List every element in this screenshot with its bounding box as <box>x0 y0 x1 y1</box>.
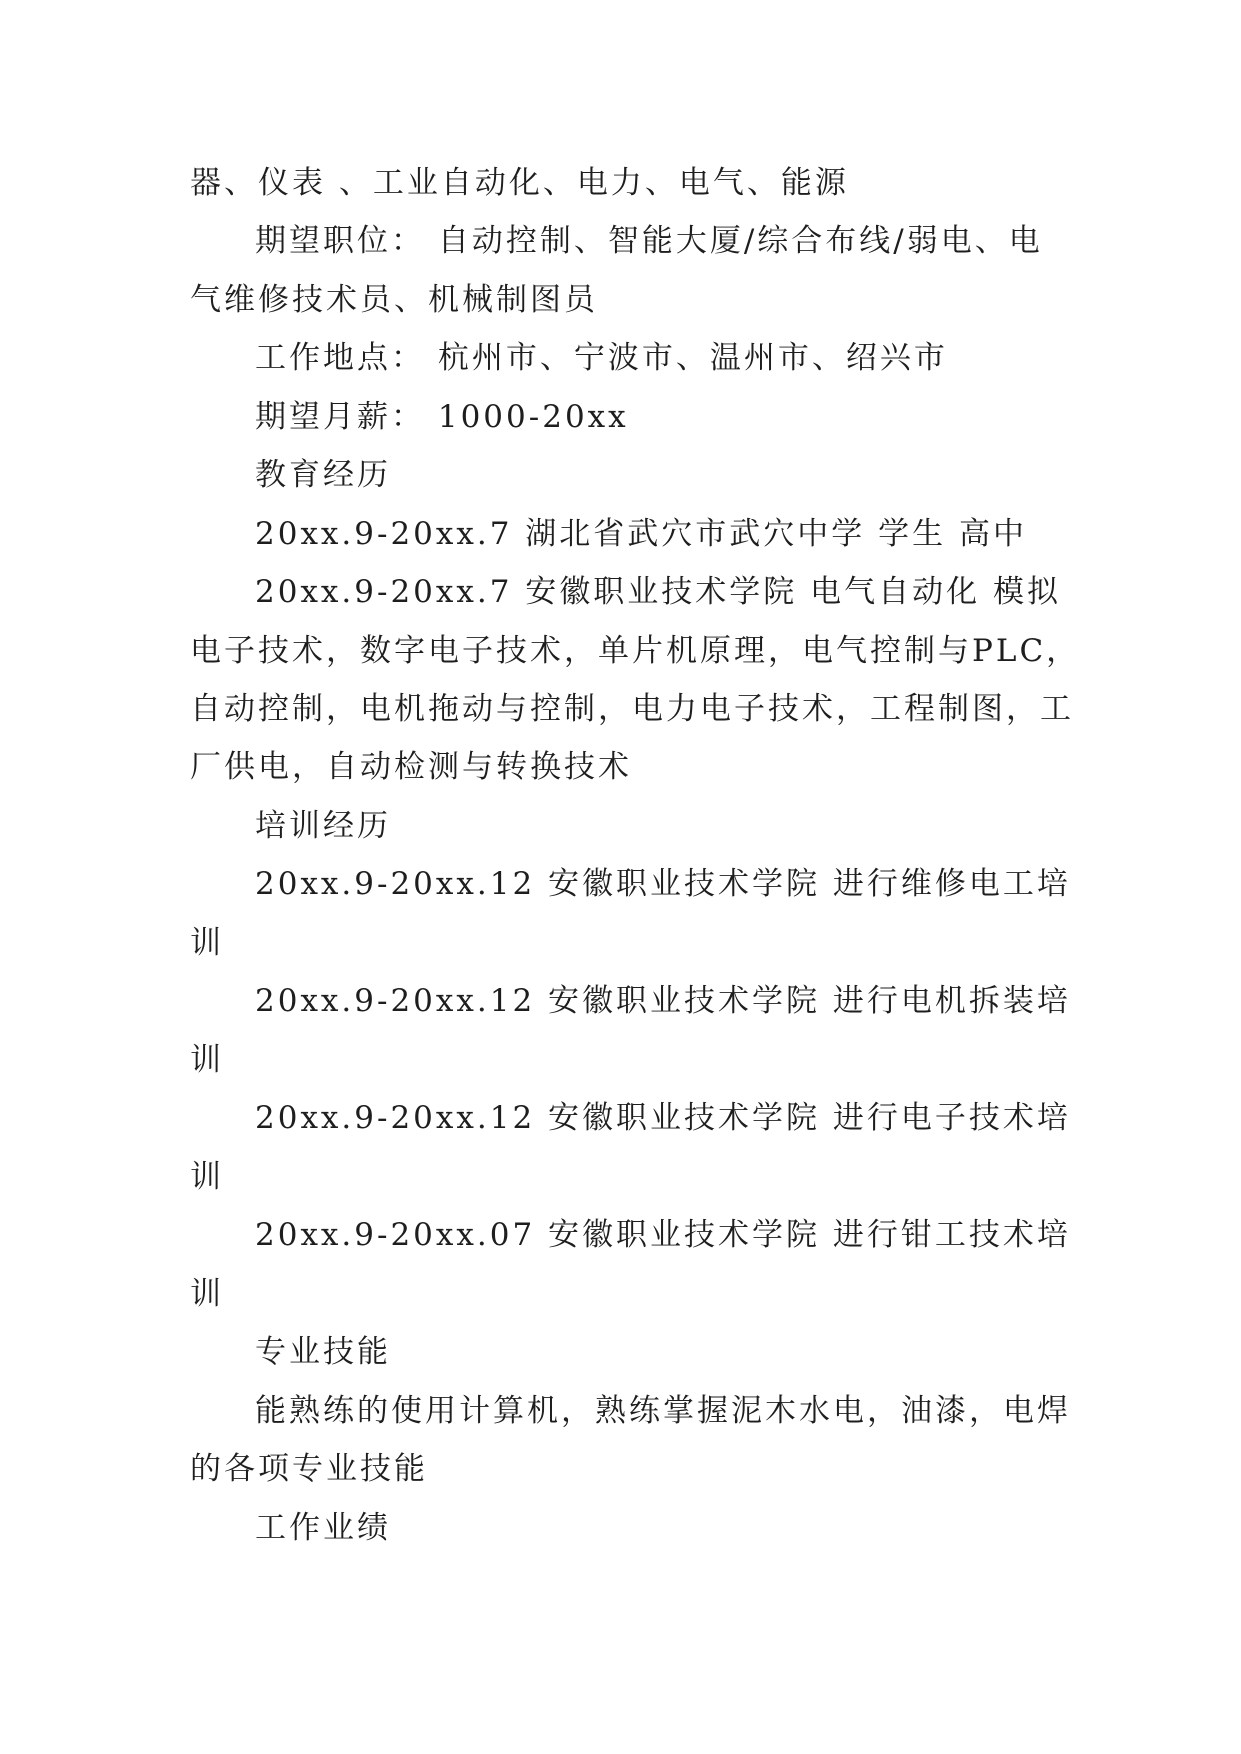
text-line: 能熟练的使用计算机，熟练掌握泥木水电，油漆，电焊 <box>255 1393 1071 1429</box>
section-heading: 工作业绩 <box>255 1510 391 1546</box>
text-line: 训 <box>190 1159 224 1195</box>
text-line: 20xx.9-20xx.07 安徽职业技术学院 进行钳工技术培 <box>255 1217 1071 1253</box>
section-heading: 培训经历 <box>255 808 391 844</box>
text-line: 20xx.9-20xx.12 安徽职业技术学院 进行电子技术培 <box>255 1100 1071 1136</box>
text-line: 气维修技术员、机械制图员 <box>190 282 598 318</box>
text-line: 期望月薪： 1000-20xx <box>255 399 629 435</box>
text-line: 20xx.9-20xx.12 安徽职业技术学院 进行电机拆装培 <box>255 983 1071 1019</box>
section-heading: 教育经历 <box>255 457 391 493</box>
text-line: 20xx.9-20xx.12 安徽职业技术学院 进行维修电工培 <box>255 866 1071 902</box>
text-line: 期望职位： 自动控制、智能大厦/综合布线/弱电、电 <box>255 223 1043 259</box>
text-line: 训 <box>190 1276 224 1312</box>
text-line: 电子技术，数字电子技术，单片机原理，电气控制与PLC， <box>190 633 1081 669</box>
text-line: 20xx.9-20xx.7 安徽职业技术学院 电气自动化 模拟 <box>255 574 1062 610</box>
text-line: 厂供电，自动检测与转换技术 <box>190 749 632 785</box>
text-line: 20xx.9-20xx.7 湖北省武穴市武穴中学 学生 高中 <box>255 516 1028 552</box>
section-heading: 专业技能 <box>255 1334 391 1370</box>
text-line: 训 <box>190 925 224 961</box>
text-line: 工作地点： 杭州市、宁波市、温州市、绍兴市 <box>255 340 948 376</box>
text-line: 器、仪表 、工业自动化、电力、电气、能源 <box>190 165 849 201</box>
text-line: 的各项专业技能 <box>190 1451 428 1487</box>
text-line: 自动控制，电机拖动与控制，电力电子技术，工程制图，工 <box>190 691 1074 727</box>
text-line: 训 <box>190 1042 224 1078</box>
